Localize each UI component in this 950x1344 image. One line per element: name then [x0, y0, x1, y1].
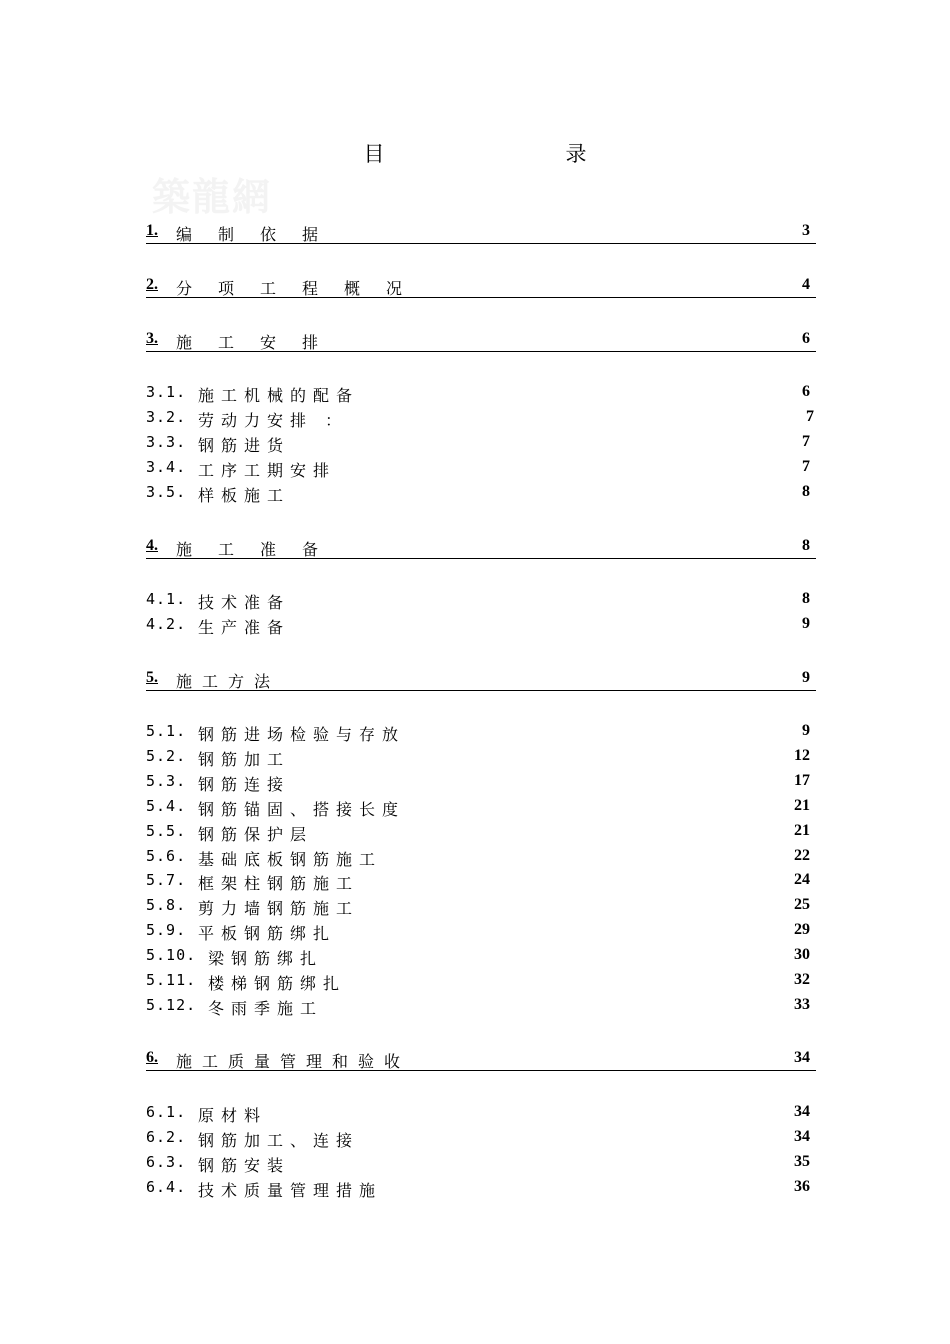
toc-entry-page-number: 21: [794, 797, 810, 814]
toc-entry-label: 平板钢筋绑扎: [198, 924, 337, 943]
toc-subsection-entry[interactable]: [146, 996, 816, 1020]
toc-entry-page-number: 34: [794, 1103, 810, 1120]
toc-entry-page-number: 29: [794, 921, 810, 938]
toc-entry-label: 技术质量管理措施: [198, 1181, 383, 1200]
toc-subsection-entry[interactable]: [146, 408, 816, 432]
toc-entry-page-number: 6: [802, 330, 810, 347]
toc-entry-number: 4.1.: [146, 590, 187, 608]
toc-entry-page-number: 22: [794, 847, 810, 864]
toc-entry-label: 框架柱钢筋施工: [198, 874, 360, 893]
toc-entry-number: 3.1.: [146, 383, 187, 401]
toc-entry-label: 钢筋加工、连接: [198, 1131, 360, 1150]
toc-entry-label: 工序工期安排: [198, 461, 337, 480]
toc-subsection-entry[interactable]: [146, 433, 816, 457]
toc-subsection-entry[interactable]: [146, 896, 816, 920]
toc-entry-page-number: 30: [794, 946, 810, 963]
toc-entry-page-number: 6: [802, 383, 810, 400]
toc-entry-page-number: 17: [794, 772, 810, 789]
toc-entry-label: 钢筋连接: [198, 775, 291, 794]
toc-entry-number: 1.: [146, 222, 158, 239]
toc-entry-label: 原材料: [198, 1106, 268, 1125]
toc-entry-label: 钢筋安装: [198, 1156, 291, 1175]
toc-subsection-entry[interactable]: [146, 483, 816, 507]
toc-subsection-entry[interactable]: [146, 797, 816, 821]
toc-entry-page-number: 8: [802, 590, 810, 607]
toc-entry-page-number: 35: [794, 1153, 810, 1170]
toc-subsection-entry[interactable]: [146, 822, 816, 846]
toc-entry-number: 6.1.: [146, 1103, 187, 1121]
toc-entry-page-number: 36: [794, 1178, 810, 1195]
toc-section-entry[interactable]: [146, 330, 816, 352]
toc-entry-number: 3.: [146, 330, 158, 347]
toc-entry-number: 5.5.: [146, 822, 187, 840]
toc-entry-number: 3.5.: [146, 483, 187, 501]
toc-entry-number: 6.3.: [146, 1153, 187, 1171]
toc-entry-page-number: 34: [794, 1128, 810, 1145]
toc-entry-number: 5.10.: [146, 946, 197, 964]
toc-entry-label: 钢筋保护层: [198, 825, 314, 844]
toc-entry-number: 5.7.: [146, 871, 187, 889]
toc-entry-label: 施工机械的配备: [198, 386, 360, 405]
toc-entry-number: 4.: [146, 537, 158, 554]
toc-entry-label: 施工安排: [176, 333, 345, 352]
toc-entry-number: 3.2.: [146, 408, 187, 426]
toc-entry-label: 剪力墙钢筋施工: [198, 899, 360, 918]
watermark-logo: 築龍網: [152, 174, 273, 219]
toc-entry-label: 施工准备: [176, 540, 345, 559]
toc-entry-number: 3.4.: [146, 458, 187, 476]
toc-entry-label: 钢筋进货: [198, 436, 291, 455]
toc-entry-page-number: 33: [794, 996, 810, 1013]
toc-entry-page-number: 7: [802, 433, 810, 450]
toc-entry-number: 5.1.: [146, 722, 187, 740]
toc-entry-page-number: 9: [802, 669, 810, 686]
toc-entry-number: 2.: [146, 276, 158, 293]
toc-entry-label: 钢筋进场检验与存放: [198, 725, 406, 744]
toc-subsection-entry[interactable]: [146, 747, 816, 771]
toc-entry-number: 5.12.: [146, 996, 197, 1014]
toc-entry-number: 5.6.: [146, 847, 187, 865]
page-title: 目 录: [363, 142, 667, 166]
toc-subsection-entry[interactable]: [146, 772, 816, 796]
toc-entry-label: 劳动力安排 ：: [198, 411, 349, 430]
toc-entry-label: 基础底板钢筋施工: [198, 850, 383, 869]
toc-entry-page-number: 12: [794, 747, 810, 764]
toc-subsection-entry[interactable]: [146, 1178, 816, 1202]
toc-section-entry[interactable]: [146, 537, 816, 559]
toc-section-entry[interactable]: [146, 669, 816, 691]
toc-entry-number: 5.3.: [146, 772, 187, 790]
toc-entry-page-number: 7: [806, 408, 814, 425]
toc-entry-number: 3.3.: [146, 433, 187, 451]
toc-subsection-entry[interactable]: [146, 871, 816, 895]
toc-entry-number: 5.11.: [146, 971, 197, 989]
toc-entry-page-number: 24: [794, 871, 810, 888]
toc-entry-label: 楼梯钢筋绑扎: [208, 974, 347, 993]
toc-entry-label: 样板施工: [198, 486, 291, 505]
toc-entry-number: 5.2.: [146, 747, 187, 765]
toc-entry-page-number: 25: [794, 896, 810, 913]
toc-subsection-entry[interactable]: [146, 921, 816, 945]
toc-entry-page-number: 34: [794, 1049, 810, 1066]
toc-entry-page-number: 9: [802, 722, 810, 739]
toc-subsection-entry[interactable]: [146, 946, 816, 970]
toc-entry-label: 编制依据: [176, 225, 345, 244]
toc-section-entry[interactable]: [146, 1049, 816, 1071]
toc-section-entry[interactable]: [146, 222, 816, 244]
toc-subsection-entry[interactable]: [146, 458, 816, 482]
toc-entry-number: 5.4.: [146, 797, 187, 815]
toc-entry-number: 6.4.: [146, 1178, 187, 1196]
toc-entry-page-number: 3: [802, 222, 810, 239]
toc-entry-number: 4.2.: [146, 615, 187, 633]
toc-entry-number: 5.9.: [146, 921, 187, 939]
toc-subsection-entry[interactable]: [146, 1103, 816, 1127]
toc-entry-label: 冬雨季施工: [208, 999, 324, 1018]
toc-subsection-entry[interactable]: [146, 590, 816, 614]
toc-entry-number: 6.2.: [146, 1128, 187, 1146]
toc-entry-label: 技术准备: [198, 593, 291, 612]
toc-subsection-entry[interactable]: [146, 383, 816, 407]
toc-entry-page-number: 4: [802, 276, 810, 293]
toc-entry-label: 钢筋锚固、搭接长度: [198, 800, 406, 819]
toc-entry-label: 梁钢筋绑扎: [208, 949, 324, 968]
toc-entry-label: 施工方法: [176, 672, 281, 691]
toc-subsection-entry[interactable]: [146, 971, 816, 995]
toc-entry-page-number: 8: [802, 483, 810, 500]
toc-entry-page-number: 7: [802, 458, 810, 475]
toc-entry-label: 分项工程概况: [176, 279, 429, 298]
toc-entry-label: 钢筋加工: [198, 750, 291, 769]
toc-subsection-entry[interactable]: [146, 1153, 816, 1177]
toc-entry-number: 6.: [146, 1049, 158, 1066]
toc-entry-number: 5.8.: [146, 896, 187, 914]
toc-entry-page-number: 32: [794, 971, 810, 988]
toc-entry-number: 5.: [146, 669, 158, 686]
toc-entry-page-number: 21: [794, 822, 810, 839]
toc-subsection-entry[interactable]: [146, 722, 816, 746]
toc-section-entry[interactable]: [146, 276, 816, 298]
toc-subsection-entry[interactable]: [146, 1128, 816, 1152]
toc-entry-label: 生产准备: [198, 618, 291, 637]
toc-subsection-entry[interactable]: [146, 615, 816, 639]
toc-subsection-entry[interactable]: [146, 847, 816, 871]
toc-entry-label: 施工质量管理和验收: [176, 1052, 411, 1071]
toc-entry-page-number: 9: [802, 615, 810, 632]
toc-entry-page-number: 8: [802, 537, 810, 554]
